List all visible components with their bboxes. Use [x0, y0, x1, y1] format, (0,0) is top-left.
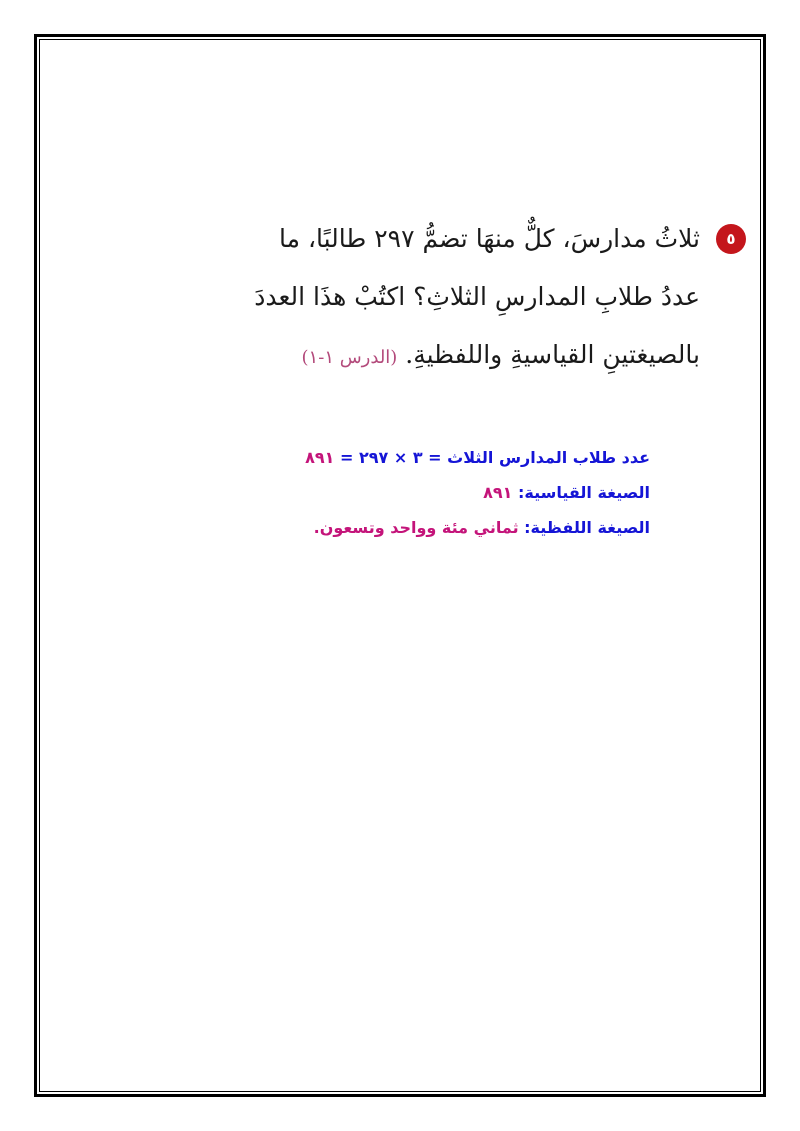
word-form-label: الصيغة اللفظية: — [518, 518, 650, 537]
problem-line-2: عددُ طلابِ المدارسِ الثلاثِ؟ اكتُبْ هذَا العددَ — [254, 282, 700, 311]
word-form-value: ثماني مئة وواحد وتسعون. — [313, 518, 519, 537]
standard-form-value: ٨٩١ — [483, 483, 513, 502]
answer-word-form — [170, 518, 650, 538]
answer-total-value: ٨٩١ — [305, 448, 335, 467]
problem-number-badge: ٥ — [716, 224, 746, 254]
answer-total-label: عدد طلاب المدارس الثلاث = ٣ × ٢٩٧ = — [334, 448, 650, 467]
problem-statement — [140, 210, 736, 387]
problem-line-3 — [140, 326, 700, 387]
answer-section — [170, 448, 650, 553]
problem-line-1: ثلاثُ مدارسَ، كلٌّ منهَا تضمُّ ٢٩٧ طالبًا، ما — [278, 224, 700, 253]
page-border-inner — [39, 39, 761, 1092]
standard-form-label: الصيغة القياسية: — [512, 483, 650, 502]
problem-line-3-text: بالصيغتينِ القياسيةِ واللفظيةِ. — [405, 340, 700, 369]
lesson-reference: (الدرس ١-١) — [301, 347, 398, 368]
answer-total — [170, 448, 650, 468]
answer-standard-form — [170, 483, 650, 503]
